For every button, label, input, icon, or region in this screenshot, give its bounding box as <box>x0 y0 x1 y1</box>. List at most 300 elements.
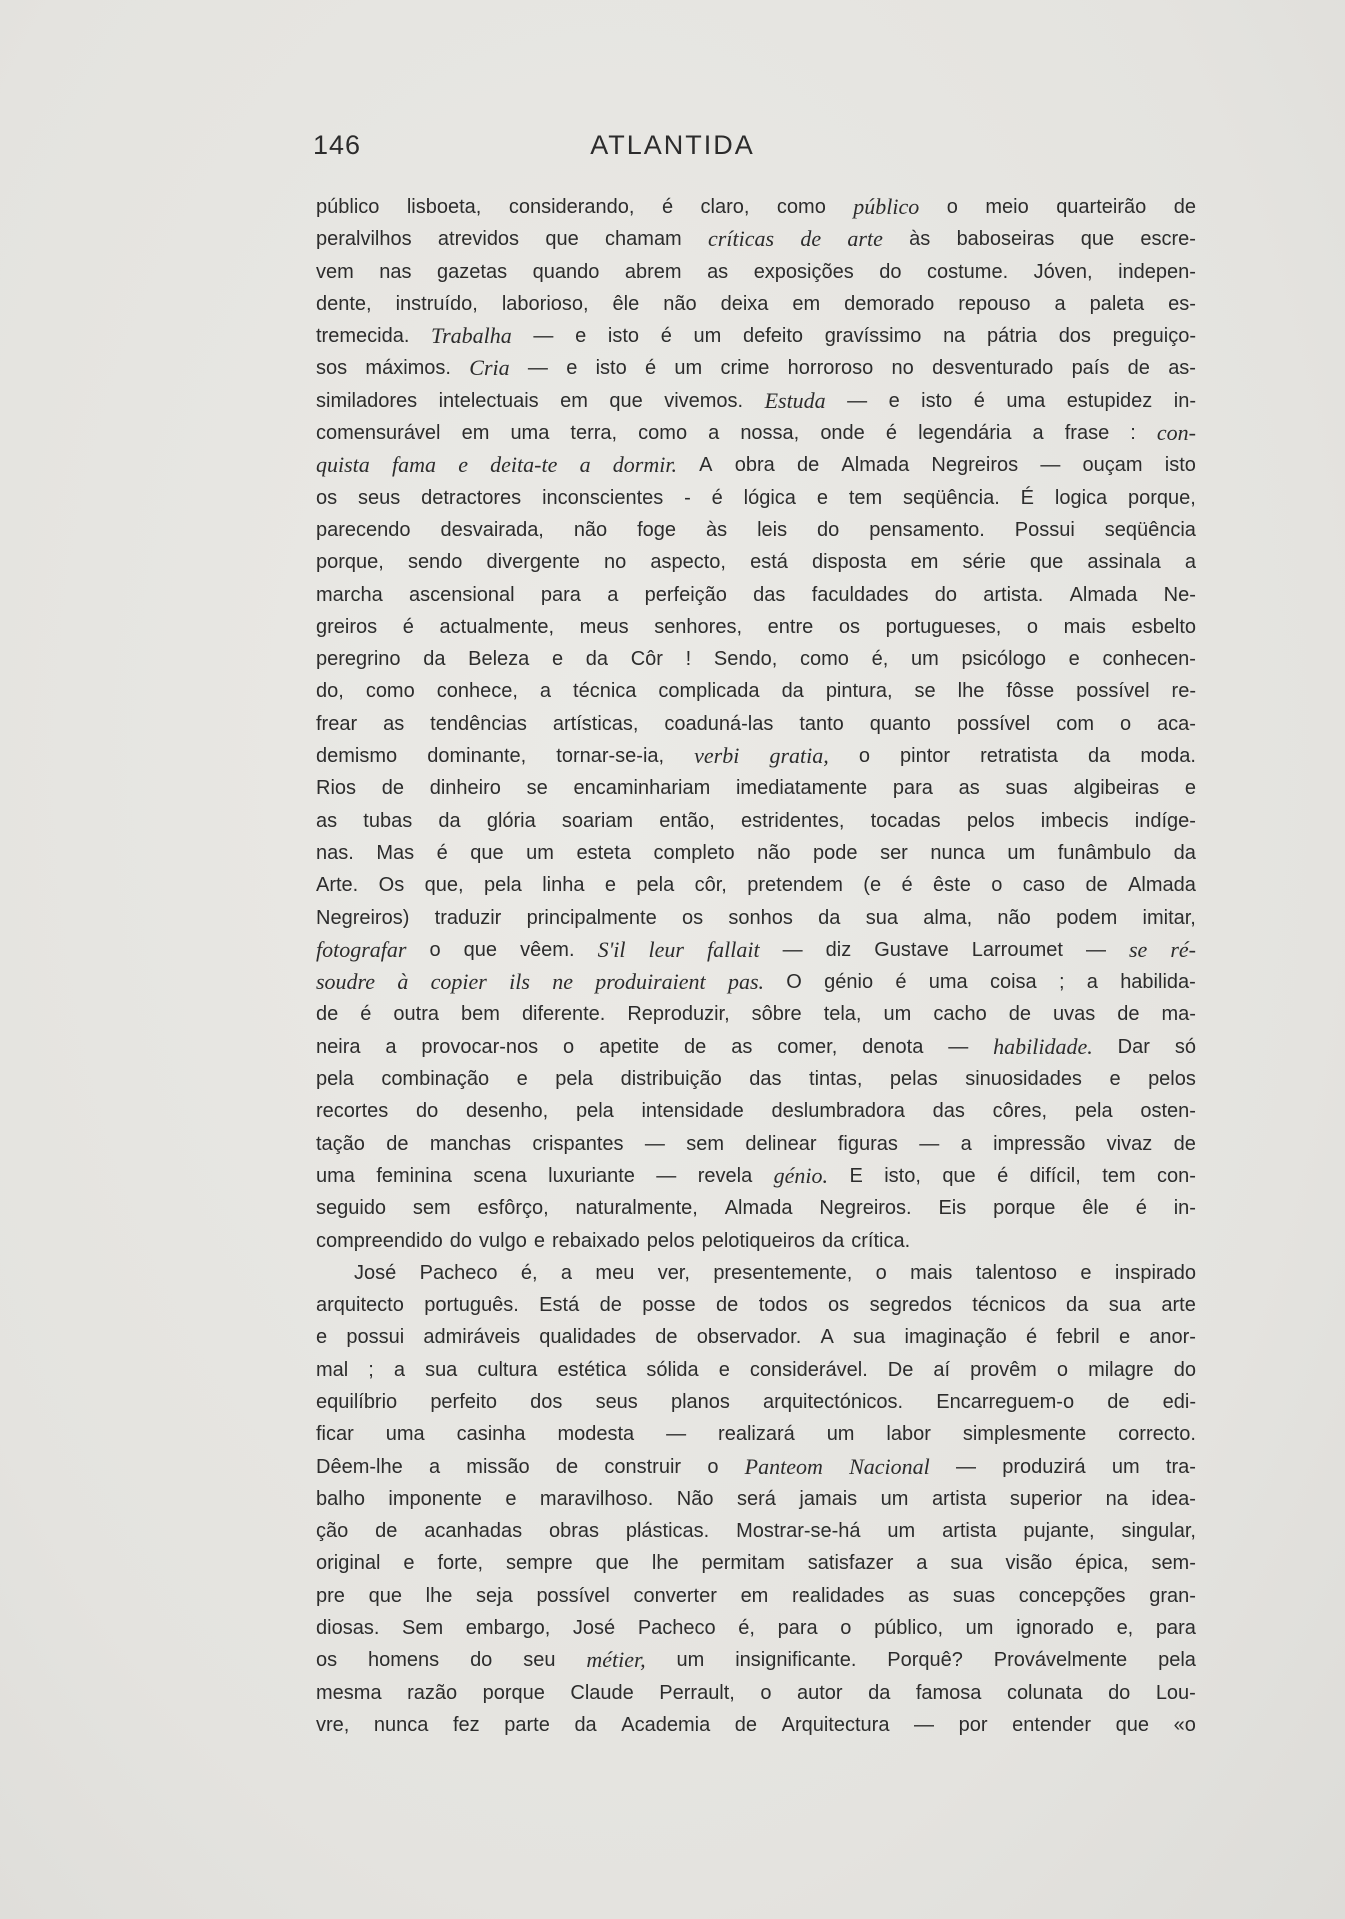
text-line <box>316 869 1196 901</box>
word: qualidades <box>539 1326 637 1349</box>
word: Almada <box>724 1197 793 1220</box>
word: e <box>1080 1261 1092 1284</box>
word: deslumbradora <box>771 1100 905 1123</box>
word: inconscientes <box>542 486 664 509</box>
word: e <box>604 874 616 897</box>
word: que <box>470 841 504 864</box>
word: um <box>674 357 703 380</box>
word: seguido <box>316 1197 387 1220</box>
word: peralvilhos <box>316 228 412 251</box>
word: estupidez <box>1066 389 1153 412</box>
word: esbelto <box>1131 615 1196 638</box>
word: o <box>1056 1358 1069 1381</box>
word: traduzir <box>434 906 502 929</box>
word: alma, <box>923 906 973 929</box>
word: o <box>875 1261 887 1284</box>
word: que <box>609 389 643 412</box>
word: A <box>820 1326 834 1349</box>
word: manchas <box>429 1132 512 1155</box>
italic-word: Nacional <box>849 1453 930 1479</box>
word: legendária <box>918 422 1012 445</box>
word: se <box>914 680 936 703</box>
word: crítica. <box>851 1229 911 1252</box>
word: ; <box>368 1358 374 1381</box>
word: público, <box>874 1617 943 1640</box>
word: entender <box>1012 1713 1092 1736</box>
word: algibeiras <box>1073 777 1160 800</box>
word: observador. <box>696 1326 802 1349</box>
word: e <box>403 1552 415 1575</box>
word: de <box>684 1035 707 1058</box>
word: disposta <box>811 551 887 574</box>
word: que <box>595 1552 629 1575</box>
word: para <box>892 777 933 800</box>
word: perfeito <box>430 1390 498 1413</box>
word: e <box>533 1229 545 1252</box>
word: vivemos. <box>664 389 744 412</box>
word: não <box>573 518 608 541</box>
word: uma <box>316 1164 355 1187</box>
word: rebaixado <box>551 1229 640 1252</box>
word: balho <box>316 1487 365 1510</box>
word: não <box>663 292 697 315</box>
word: de <box>1173 1132 1196 1155</box>
word: leis <box>757 518 788 541</box>
italic-word: deita-te <box>490 452 558 478</box>
word: conhecen- <box>1102 648 1196 671</box>
word: em <box>910 551 939 574</box>
word: concepções <box>1018 1584 1126 1607</box>
word: Pacheco <box>637 1617 716 1640</box>
word: retratista <box>980 745 1058 768</box>
word: as <box>908 1584 930 1607</box>
text-line <box>316 998 1196 1030</box>
word: equilíbrio <box>316 1390 398 1413</box>
word: a <box>1054 292 1066 315</box>
word: comensurável <box>316 422 441 445</box>
word: sua <box>853 1326 886 1349</box>
word: foge <box>637 518 677 541</box>
word: actualmente, <box>439 615 555 638</box>
word: o <box>563 1035 575 1058</box>
word: as <box>731 1035 753 1058</box>
word: correcto. <box>1118 1423 1196 1446</box>
word: de <box>375 1520 398 1543</box>
word: pela <box>555 1068 594 1091</box>
word: seus <box>358 486 401 509</box>
word: Sendo, <box>713 648 778 671</box>
word: e <box>1109 1068 1121 1091</box>
word: in- <box>1173 1197 1196 1220</box>
word: uvas <box>1052 1003 1096 1026</box>
word: pela <box>1074 1100 1113 1123</box>
word: sem <box>412 1197 451 1220</box>
word: ficar <box>316 1423 354 1446</box>
word: não <box>997 906 1031 929</box>
word: o <box>840 1617 852 1640</box>
italic-word: leur <box>648 936 684 962</box>
italic-word: a <box>579 452 591 478</box>
word: o <box>429 938 441 961</box>
word: labor <box>886 1423 931 1446</box>
word: de <box>1008 1003 1031 1026</box>
word: é <box>711 486 723 509</box>
italic-word: críticas <box>708 226 775 252</box>
word: as <box>383 712 405 735</box>
word: Claude <box>570 1681 634 1704</box>
word: distribuição <box>620 1068 722 1091</box>
word: fôsse <box>1006 680 1055 703</box>
word: tra- <box>1165 1455 1196 1478</box>
word: a <box>393 1358 406 1381</box>
word: um <box>676 1649 705 1672</box>
word: dominante, <box>427 745 527 768</box>
word: cultura <box>477 1358 538 1381</box>
word: diz <box>825 938 852 961</box>
word: e <box>1118 1326 1131 1349</box>
italic-word: quista <box>316 452 370 478</box>
word: português. <box>424 1294 519 1317</box>
word: pensamento. <box>869 518 985 541</box>
text-line <box>316 1386 1196 1418</box>
text-line <box>316 1128 1196 1160</box>
word: tação <box>316 1132 365 1155</box>
word: onde <box>820 422 865 445</box>
word: arquitecto <box>316 1294 404 1317</box>
word: o <box>946 196 958 218</box>
word: naturalmente, <box>575 1197 698 1220</box>
word: de <box>316 1003 339 1026</box>
word: isto <box>595 357 627 380</box>
word: Mostrar-se-há <box>736 1520 861 1543</box>
word: comer, <box>777 1035 838 1058</box>
word: ção <box>316 1520 349 1543</box>
word: ma- <box>1161 1003 1196 1026</box>
word: defeito <box>742 325 804 348</box>
italic-word: soudre <box>316 969 376 995</box>
text-line <box>316 1515 1196 1547</box>
word: entre <box>767 615 814 638</box>
word: uma <box>928 971 968 994</box>
word: missão <box>466 1455 530 1478</box>
word: feminina <box>376 1164 452 1187</box>
text-line <box>316 1095 1196 1127</box>
text-line <box>316 1160 1196 1192</box>
italic-word: ils <box>509 969 530 995</box>
italic-word: à <box>397 969 409 995</box>
word: laborioso, <box>501 292 589 315</box>
word: talentoso <box>975 1261 1057 1284</box>
word: um <box>693 325 722 348</box>
text-line <box>316 1677 1196 1709</box>
word: mesma <box>316 1681 382 1704</box>
word: assinala <box>1087 551 1161 574</box>
word: técnicos <box>972 1294 1046 1317</box>
word: logica <box>1054 486 1108 509</box>
word: fez <box>453 1713 480 1736</box>
word: - <box>684 486 691 509</box>
word: como <box>365 680 415 703</box>
word: Eis <box>938 1197 967 1220</box>
word: costume. <box>927 260 1009 283</box>
word: insignificante. <box>735 1649 857 1672</box>
word: vêem. <box>520 938 575 961</box>
word: anor- <box>1149 1326 1196 1349</box>
word: país <box>1071 357 1110 380</box>
word: Negreiros. <box>819 1197 912 1220</box>
word: Possui <box>1014 518 1075 541</box>
word: nunca <box>930 841 985 864</box>
word: artista <box>942 1520 997 1543</box>
word: possui <box>346 1326 405 1349</box>
word: da <box>1088 745 1111 768</box>
word: é <box>360 1003 372 1026</box>
word: é, <box>738 1617 755 1640</box>
word: pode <box>813 841 858 864</box>
word: do <box>470 1649 493 1672</box>
word: escre- <box>1140 228 1196 251</box>
word: A <box>699 454 713 477</box>
word: de <box>1085 874 1108 897</box>
word: sólida <box>646 1358 699 1381</box>
word: do, <box>316 680 344 703</box>
word: uma <box>385 1423 425 1446</box>
word: épica, <box>1075 1552 1129 1575</box>
word: tocadas <box>870 809 941 832</box>
word: indepen- <box>1118 260 1196 283</box>
word: que <box>545 228 579 251</box>
word: tanto <box>799 712 844 735</box>
word: como <box>638 422 688 445</box>
word: gran- <box>1149 1584 1196 1607</box>
word: o <box>991 874 1003 897</box>
word: preguiço- <box>1112 325 1196 348</box>
word: — <box>656 1164 677 1187</box>
text-line <box>316 675 1196 707</box>
italic-word: copier <box>430 969 487 995</box>
word: uma <box>510 422 550 445</box>
word: satisfazer <box>807 1552 894 1575</box>
word: é <box>660 325 672 348</box>
word: a <box>1032 422 1044 445</box>
word: todos <box>758 1294 808 1317</box>
word: da <box>574 1713 597 1736</box>
word: — <box>527 357 548 380</box>
word: José <box>354 1261 397 1284</box>
word: horroroso <box>787 357 874 380</box>
word: combinação <box>381 1068 490 1091</box>
word: idea- <box>1151 1487 1196 1510</box>
word: caso <box>1022 874 1066 897</box>
word: é <box>661 196 674 218</box>
word: frear <box>316 712 358 735</box>
body-text <box>316 191 1196 1741</box>
word: dos <box>1058 325 1091 348</box>
word: atrevidos <box>437 228 520 251</box>
word: possível <box>1076 680 1150 703</box>
word: seu <box>523 1649 556 1672</box>
word: ouçam <box>1082 454 1143 477</box>
word: dinheiro <box>429 777 501 800</box>
word: como <box>776 196 826 218</box>
italic-word: ne <box>552 969 573 995</box>
word: sendo <box>407 551 463 574</box>
word: a <box>1184 551 1196 574</box>
word: quando <box>532 260 600 283</box>
text-line <box>316 1063 1196 1095</box>
word: a <box>916 1552 928 1575</box>
word: vem <box>316 260 354 283</box>
word: em <box>792 292 821 315</box>
word: dente, <box>316 292 372 315</box>
word: lhe <box>651 1552 679 1575</box>
text-line <box>316 772 1196 804</box>
word: os <box>316 1649 338 1672</box>
word: Gustave <box>874 938 949 961</box>
word: habilida- <box>1120 971 1196 994</box>
word: no <box>604 551 627 574</box>
word: por <box>958 1713 988 1736</box>
text-line <box>316 1031 1196 1063</box>
word: Encarreguem-o <box>936 1390 1075 1413</box>
word: indíge- <box>1134 809 1196 832</box>
word: coisa <box>989 971 1037 994</box>
word: nas <box>379 260 412 283</box>
word: lhe <box>425 1584 453 1607</box>
word: portugueses, <box>885 615 1002 638</box>
text-line <box>316 449 1196 481</box>
word: dos <box>530 1390 563 1413</box>
word: presentemente, <box>713 1261 853 1284</box>
word: demorado <box>844 292 935 315</box>
word: é <box>645 357 657 380</box>
word: vre, <box>316 1713 350 1736</box>
word: então, <box>659 809 715 832</box>
italic-word: génio. <box>773 1162 829 1188</box>
word: é <box>436 841 448 864</box>
word: possível <box>956 712 1031 735</box>
word: revela <box>697 1164 753 1187</box>
word: impressão <box>993 1132 1086 1155</box>
word: os <box>681 906 704 929</box>
word: imponente <box>388 1487 482 1510</box>
word: deixa <box>720 292 769 315</box>
word: seus <box>595 1390 638 1413</box>
word: de <box>599 1294 622 1317</box>
word: que, <box>424 874 464 897</box>
word: que <box>1029 551 1064 574</box>
word: se <box>526 777 548 800</box>
word: da <box>868 1681 891 1704</box>
word: esfôrço, <box>477 1197 549 1220</box>
word: desenho, <box>465 1100 549 1123</box>
word: sua <box>950 1552 983 1575</box>
word: série <box>962 551 1006 574</box>
word: psicólogo <box>961 648 1046 671</box>
word: — <box>666 1423 687 1446</box>
word: a <box>385 1035 397 1058</box>
text-line <box>316 579 1196 611</box>
word: completo <box>653 841 735 864</box>
word: divergente <box>486 551 580 574</box>
word: casinha <box>456 1423 526 1446</box>
word: Almada <box>1128 874 1196 897</box>
word: ignorado <box>1016 1617 1094 1640</box>
text-line <box>316 1225 1196 1257</box>
word: da <box>1173 841 1196 864</box>
word: e <box>516 1068 528 1091</box>
word: isto <box>1164 454 1196 477</box>
word: no <box>891 357 914 380</box>
word: peregrino <box>316 648 401 671</box>
word: vulgo <box>479 1229 527 1252</box>
word: e <box>316 1326 328 1349</box>
word: plásticas. <box>625 1520 710 1543</box>
word: pujante, <box>1023 1520 1095 1543</box>
word: tem <box>1102 1164 1136 1187</box>
word: famosa <box>915 1681 982 1704</box>
word: meus <box>579 615 629 638</box>
italic-word: dormir. <box>612 452 677 478</box>
word: é <box>885 422 897 445</box>
word: génio <box>824 971 874 994</box>
text-line <box>316 1289 1196 1321</box>
word: realizará <box>718 1423 795 1446</box>
italic-word: arte <box>847 226 883 252</box>
word: o <box>707 1455 719 1478</box>
word: baboseiras <box>956 228 1055 251</box>
word: intelectuais <box>438 389 539 412</box>
word: pelas <box>889 1068 938 1091</box>
word: pre <box>316 1584 345 1607</box>
word: esteta <box>576 841 631 864</box>
word: pela <box>316 1068 354 1091</box>
word: pelos <box>966 809 1015 832</box>
word: o <box>1119 712 1132 735</box>
word: que <box>368 1584 402 1607</box>
word: (e <box>863 874 882 897</box>
word: isto, <box>884 1164 921 1187</box>
word: tintas, <box>809 1068 863 1091</box>
text-line <box>316 1612 1196 1644</box>
word: recortes <box>316 1100 389 1123</box>
italic-word: e <box>458 452 468 478</box>
word: êste <box>933 874 971 897</box>
word: o <box>760 1681 772 1704</box>
word: abrem <box>624 260 682 283</box>
word: Côr <box>630 648 663 671</box>
italic-word: fotografar <box>316 936 407 962</box>
word: crispantes <box>532 1132 624 1155</box>
word: Academia <box>621 1713 711 1736</box>
page-number: 146 <box>313 130 362 160</box>
word: é <box>895 971 907 994</box>
word: a <box>560 1261 573 1284</box>
italic-word: Trabalha <box>431 323 512 349</box>
word: maravilhoso. <box>539 1487 654 1510</box>
word: às <box>706 518 728 541</box>
word: admiráveis <box>423 1326 521 1349</box>
word: a <box>960 1132 972 1155</box>
text-line <box>316 1451 1196 1483</box>
word: porque <box>482 1681 545 1704</box>
word: paleta <box>1089 292 1145 315</box>
word: — <box>644 1132 665 1155</box>
italic-word: fallait <box>707 936 760 962</box>
text-line <box>316 385 1196 417</box>
word: isto <box>921 389 953 412</box>
word: é, <box>871 648 889 671</box>
